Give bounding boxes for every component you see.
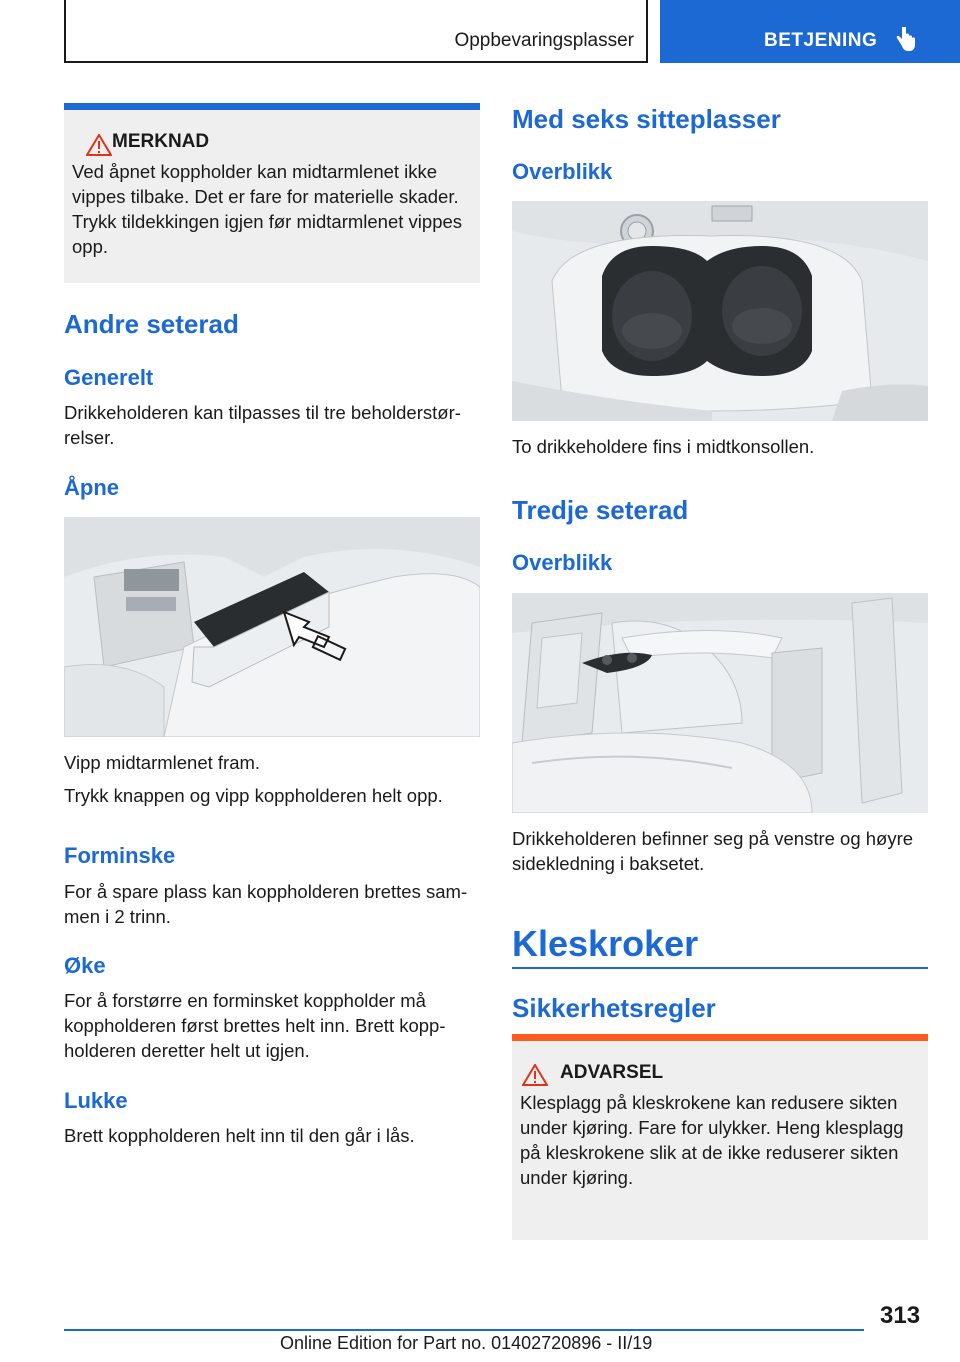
page-number: 313 bbox=[880, 1302, 921, 1329]
header-chapter-tab bbox=[660, 0, 960, 63]
warning-triangle-icon bbox=[522, 1064, 548, 1086]
warning-text: Klesplagg på kleskrokene kan redusere sikten under kjøring. Fare for ulykker. Heng klesplagg på kleskrokene slik at de ikke reduserer sikten under kjøring. bbox=[520, 1092, 904, 1188]
heading-med-seks-sitteplasser: Med seks sitteplasser bbox=[512, 104, 781, 134]
pointing-hand-icon bbox=[894, 27, 916, 53]
warning-box bbox=[512, 1034, 928, 1240]
heading-apne: Åpne bbox=[64, 475, 119, 500]
heading-oke: Øke bbox=[64, 953, 106, 978]
text-apne-2: Trykk knappen og vipp koppholderen helt opp. bbox=[64, 785, 443, 806]
text-overblikk-1: To drikkeholdere fins i midtkonsollen. bbox=[512, 436, 815, 457]
note-title: MERKNAD bbox=[112, 131, 210, 152]
heading-overblikk-2: Overblikk bbox=[512, 550, 613, 575]
warning-bar bbox=[512, 1034, 928, 1041]
text-forminske: For å spare plass kan koppholderen brettes sammen i 2 trinn. bbox=[64, 881, 468, 927]
text-apne-1: Vipp midtarmlenet fram. bbox=[64, 752, 261, 773]
heading-sikkerhetsregler: Sikkerhetsregler bbox=[512, 993, 716, 1023]
warning-title: ADVARSEL bbox=[560, 1062, 664, 1083]
note-box bbox=[64, 103, 480, 283]
heading-overblikk-1: Overblikk bbox=[512, 159, 613, 184]
heading-tredje-seterad: Tredje seterad bbox=[512, 495, 689, 525]
header-section-box bbox=[64, 0, 648, 63]
note-bar bbox=[64, 103, 480, 110]
armrest-cupholder-image bbox=[64, 517, 480, 737]
text-oke: For å forstørre en forminsket koppholder må koppholderen først brettes helt inn. Brett koppholderen deretter helt ut igjen. bbox=[64, 990, 446, 1061]
heading-forminske: Forminske bbox=[64, 843, 176, 868]
heading-lukke: Lukke bbox=[64, 1088, 128, 1113]
heading-kleskroker: Kleskroker bbox=[512, 923, 699, 964]
footer-rule bbox=[64, 1329, 864, 1331]
header-section-title: Oppbevaringsplasser bbox=[454, 30, 634, 51]
note-text: Ved åpnet koppholder kan midtarmlenet ikke vippes tilbake. Det er fare for materielle skader. Trykk tildekkingen igjen før midtarmlenet vippes opp. bbox=[72, 161, 463, 257]
text-lukke: Brett koppholderen helt inn til den går i lås. bbox=[64, 1125, 415, 1146]
heading-generelt: Generelt bbox=[64, 365, 154, 390]
heading-rule bbox=[512, 967, 928, 969]
side-trim-cupholder-image bbox=[512, 593, 928, 813]
warning-triangle-icon bbox=[86, 134, 112, 156]
heading-andre-seterad: Andre seterad bbox=[64, 309, 239, 339]
text-generelt: Drikkeholderen kan tilpasses til tre beholderstørrelser. bbox=[64, 402, 461, 448]
text-overblikk-2: Drikkeholderen befinner seg på venstre og høyre sidekledning i baksetet. bbox=[512, 828, 914, 874]
header-chapter-title: BETJENING bbox=[764, 30, 878, 51]
footer-edition: Online Edition for Part no. 01402720896 - II/19 bbox=[280, 1333, 653, 1353]
center-console-cupholders-image bbox=[512, 201, 928, 421]
